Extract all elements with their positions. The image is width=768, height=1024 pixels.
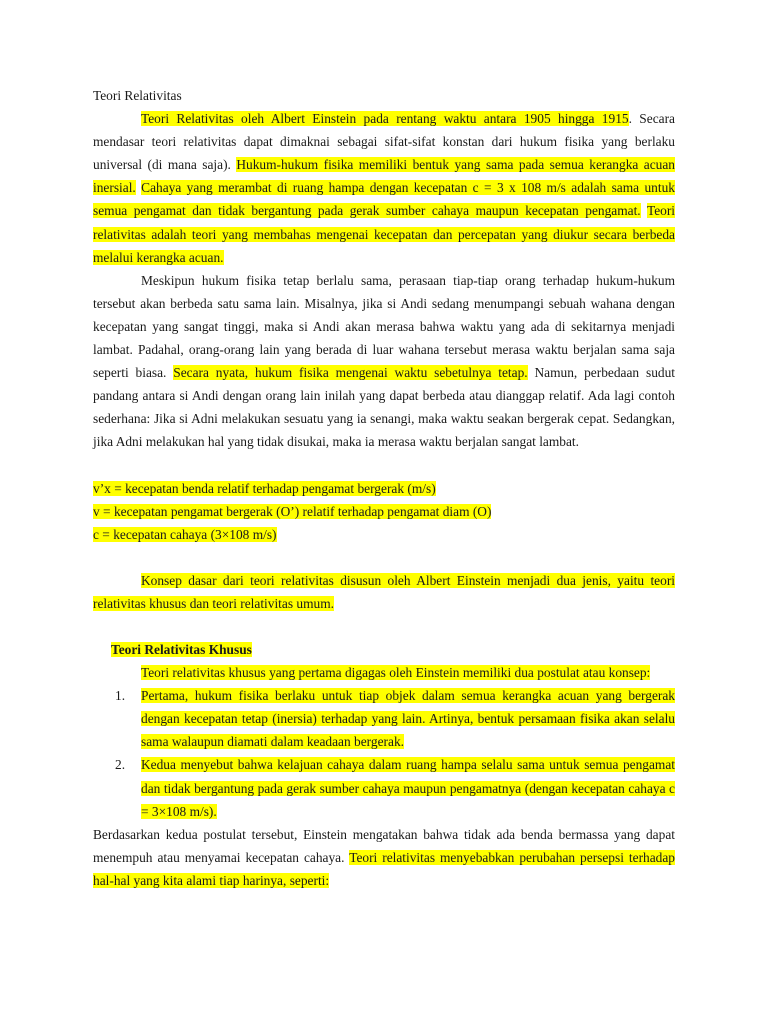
list-text: Pertama, hukum fisika berlaku untuk tiap objek dalam semua kerangka acuan yang bergerak dengan kecepatan tetap (inersia) terhadap yang lain. Artinya, bentuk persamaan fisika akan selalu sama walaupun diamati dalam keadaan bergerak. [141,688,675,750]
text-run: Meskipun hukum fisika tetap berlalu sama, perasaan tiap-tiap orang terhadap hukum-hukum tersebut akan berbeda satu sama lain. Misalnya, jika si Andi sedang menumpangi sebuah wahana dengan kecepatan yang sangat tinggi, maka si Andi akan merasa bahwa waktu yang ada di sekitarnya menjadi lambat. Padahal, orang-orang lain yang berada di luar wahana tersebut merasa waktu berjalan sama saja seperti biasa. [93,272,675,381]
spacer [93,454,675,477]
paragraph-intro [93,107,675,269]
highlighted-text: Cahaya yang merambat di ruang hampa dengan kecepatan c = 3 x 108 m/s adalah sama untuk semua pengamat dan tidak bergantung pada gerak sumber cahaya maupun kecepatan pengamat. [93,180,675,219]
list-number: 1. [115,688,126,704]
highlighted-text: Teori relativitas menyebabkan perubahan persepsi terhadap hal-hal yang kita alami tiap harinya, seperti: [93,849,675,888]
list-item [93,684,675,753]
doc-title: Teori Relativitas [93,88,182,103]
highlighted-text: Teori relativitas adalah teori yang membahas mengenai kecepatan dan percepatan yang diukur secara berbeda melalui kerangka acuan. [93,203,676,265]
list-number: 2. [115,757,126,773]
list-text: Kedua menyebut bahwa kelajuan cahaya dalam ruang hampa selalu sama untuk semua pengamat dan tidak bergantung pada gerak sumber cahaya maupun pengamatnya (dengan kecepatan cahaya c = 3×108 m/s). [141,757,675,819]
spacer [93,546,675,569]
spacer [93,615,675,638]
text-run [641,203,647,218]
section-heading-text: Teori Relativitas Khusus [111,641,252,657]
concepts-text: Konsep dasar dari teori relativitas disusun oleh Albert Einstein menjadi dua jenis, yaitu teori relativitas khusus dan teori relativitas umum. [93,572,675,611]
highlighted-text: Hukum-hukum fisika memiliki bentuk yang sama pada semua kerangka acuan inersial. [93,157,675,196]
postulate-list [93,684,675,823]
postulates-intro-text: Teori relativitas khusus yang pertama digagas oleh Einstein memiliki dua postulat atau konsep: [141,665,651,681]
paragraph-postulates-intro [93,661,675,684]
paragraph-conclusion [93,823,675,892]
definition-c: c = kecepatan cahaya (3×108 m/s) [93,526,277,542]
highlighted-text: Secara nyata, hukum fisika mengenai waktu sebetulnya tetap. [173,365,528,381]
text-run: Berdasarkan kedua postulat tersebut, Einstein mengatakan bahwa tidak ada benda bermassa yang dapat menempuh atau menyamai kecepatan cahaya. [93,826,675,865]
paragraph-example [93,269,675,454]
highlighted-text: Teori Relativitas oleh Albert Einstein pada rentang waktu antara 1905 hingga 1915 [141,111,629,127]
paragraph-concepts [93,569,675,615]
text-run: . Secara mendasar teori relativitas dapat dimaknai sebagai sifat-sifat konstan dari hukum fisika yang berlaku universal (di mana saja). [93,111,675,173]
section-heading [93,638,675,661]
list-item [93,753,675,822]
definition-vx: v’x = kecepatan benda relatif terhadap pengamat bergerak (m/s) [93,480,436,496]
definitions [93,477,675,546]
text-run: Namun, perbedaan sudut pandang antara si Andi dengan orang lain inilah yang dapat berbeda atau dianggap relatif. Ada lagi contoh sederhana: Jika si Adni melakukan sesuatu yang ia senangi, maka waktu seakan bergerak cepat. Sedangkan, jika Adni melakukan hal yang tidak disukai, maka ia merasa waktu berjalan sangat lambat. [93,365,676,450]
definition-v: v = kecepatan pengamat bergerak (O’) relatif terhadap pengamat diam (O) [93,503,492,519]
